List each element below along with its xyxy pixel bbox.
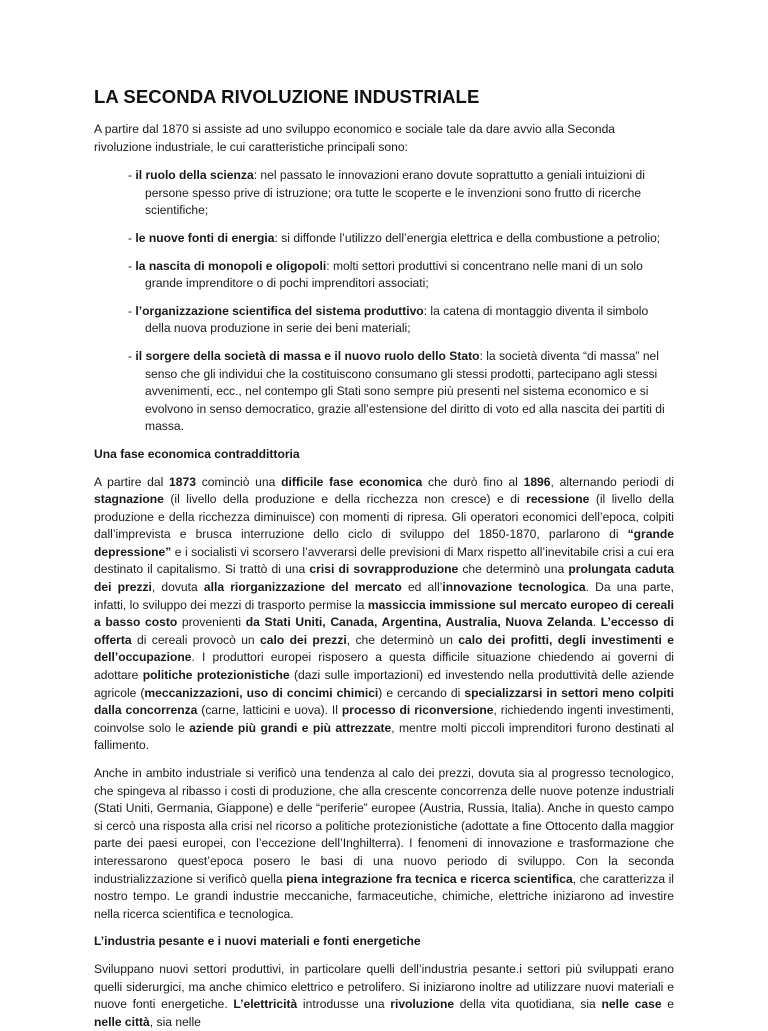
bold-phrase: politiche protezionistiche [142,668,290,683]
bold-phrase: aziende più grandi e più attrezzate [189,720,392,735]
text-run: ed all’ [401,580,443,595]
body-paragraph [94,765,674,923]
bold-phrase: “grande depressione” [94,527,674,559]
bold-phrase: crisi di sovrapproduzione [309,562,459,577]
bold-phrase: calo dei profitti, degli investimenti e dell’occupazione [94,632,674,665]
bold-phrase: nelle case [601,997,662,1012]
text-run: (carne, latticini e uova). Il [197,703,342,718]
text-run: , che caratterizza il nostro tempo. Le grandi industrie meccaniche, farmaceutiche, chimiche, elettriche iniziarono ad investire nella ricerca scientifica e tecnologica. [94,871,674,921]
text-run: Anche in ambito industriale si verificò una tendenza al calo dei prezzi, dovuta sia al progresso tecnologico, che spingeva al ribasso i costi di produzione, che alla crescente concorrenza delle nuove potenze industriali (Stati Uniti, Germania, Giappone) e delle “periferie” europee (Austria, Russia, Italia). Anche in questo campo si cercò una risposta alla crisi nel ricorso a politiche protezionistiche (adottate a fine Ottocento dalla maggior parte dei paesi europei, con l’eccezione dell’Inghilterra). I fenomeni di innovazione e trasformazione che interessarono quest’epoca posero le basi di una nuovo periodo di sviluppo. Con la seconda industrializzazione si verificò quella [94,766,674,886]
bold-phrase: difficile fase economica [281,474,423,489]
text-run: Sviluppano nuovi settori produttivi, in particolare quelli dell’industria pesante.i settori più sviluppati erano quelli siderurgici, ma anche chimico elettrico e petrolifero. Si iniziarono inoltre ad utilizzare nuovi materiali e nuove fonti energetiche. [94,961,674,1012]
bold-phrase: processo di riconversione [341,703,494,718]
bold-phrase: specializzarsi in settori meno colpiti dalla concorrenza [94,685,675,718]
bold-phrase: rivoluzione [390,997,455,1012]
list-item: - il sorgere della società di massa e il nuovo ruolo dello Stato: la società diventa “di massa” nel senso che gli individui che la costituiscono consumano gli stessi prodotti, partecipano agli stessi avvenimenti, ecc., nel contempo gli Stati sono sempre più presenti nel sistema economico e si evolvono in senso democratico, grazie all’estensione del diritto di voto ed alla nascita dei partiti di massa. [128,348,665,434]
text-run: , alternando periodi di [550,474,674,489]
body-paragraph [94,474,674,756]
bold-phrase: L’eccesso di offerta [94,615,674,647]
document-title: LA SECONDA RIVOLUZIONE INDUSTRIALE [94,86,480,107]
bold-phrase: meccanizzazioni, uso di concimi chimici [144,685,379,700]
text-run: (dazi sulle importazioni) ed investendo nella produttività delle aziende agricole ( [94,668,675,700]
text-run: e [661,997,675,1012]
list-item: - le nuove fonti di energia: si diffonde l’utilizzo dell’energia elettrica e della combustione a petrolio; [128,230,661,245]
list-item: - la nascita di monopoli e oligopoli: molti settori produttivi si concentrano nelle mani di un solo grande imprenditore o di pochi imprenditori associati; [128,258,643,291]
bold-phrase: calo dei prezzi [260,632,347,647]
text-run: . I produttori europei risposero a questa difficile situazione chiedendo ai governi di adottare [94,650,674,683]
text-run: di cereali provocò un [131,632,261,647]
bold-phrase: innovazione tecnologica [442,580,586,595]
text-run: ) e cercando di [378,685,465,700]
list-item: - l’organizzazione scientifica del sistema produttivo: la catena di montaggio diventa il simbolo della nuova produzione in serie dei beni materiali; [128,303,649,336]
text-run: , dovuta [151,580,204,595]
text-run: (il livello della produzione e della ricchezza diminuisce) con momenti di ripresa. Gli operatori economici dell’epoca, colpiti dall’imprevista e brusca interruzione dello ciclo di sviluppo del 1850-1870, parlarono di [94,492,674,542]
section-heading-heavy-industry: L’industria pesante e i nuovi materiali e fonti energetiche [94,934,421,949]
text-run: , sia nelle [149,1014,201,1029]
bold-phrase: recessione [526,492,590,507]
characteristics-list [94,167,674,436]
text-run: , che determinò un [346,632,459,647]
text-run: e i socialisti vi scorsero l’avverarsi delle previsioni di Marx rispetto all’inevitabile crisi a cui era destinato il capitalismo. Si trattò di una [94,544,674,577]
bold-phrase: massiccia immissione sul mercato europeo di cereali a basso costo [94,597,674,630]
body-paragraph [94,961,674,1031]
text-run: che durò fino al [422,474,524,489]
list-item: - il ruolo della scienza: nel passato le innovazioni erano dovute soprattutto a geniali intuizioni di persone spesso prive di istruzione; ora tutte le scoperte e le invenzioni sono frutto di ricerche scientifiche; [128,168,645,218]
bold-phrase: L’elettricità [233,997,298,1012]
text-run: (il livello della produzione e della ricchezza non cresce) e di [163,492,527,507]
bold-phrase: prolungata caduta dei prezzi [94,562,674,595]
document-page [94,86,674,1031]
text-run: , richiedendo ingenti investimenti, coinvolse solo le [94,703,674,735]
bold-phrase: da Stati Uniti, Canada, Argentina, Australia, Nuova Zelanda [245,615,593,630]
bold-phrase: stagnazione [94,492,164,507]
text-run: introdusse una [297,997,391,1012]
bold-phrase: 1896 [523,474,551,489]
text-run: , mentre molti piccoli imprenditori furono destinati al fallimento. [94,720,674,753]
bold-phrase: piena integrazione fra tecnica e ricerca scientifica [286,871,573,886]
text-run: A partire dal [94,474,170,489]
bold-phrase: nelle città [94,1014,150,1029]
section-heading-economic-phase: Una fase economica contraddittoria [94,446,300,461]
text-run: della vita quotidiana, sia [454,997,602,1012]
text-run: . [592,615,601,630]
text-run: cominciò una [195,474,282,489]
intro-paragraph: A partire dal 1870 si assiste ad uno sviluppo economico e sociale tale da dare avvio alla Seconda rivoluzione industriale, le cui caratteristiche principali sono: [94,122,616,154]
bold-phrase: alla riorganizzazione del mercato [203,580,402,595]
text-run: provenienti [177,615,246,630]
bold-phrase: 1873 [169,474,196,489]
text-run: . Da una parte, infatti, lo sviluppo dei mezzi di trasporto permise la [94,580,674,612]
text-run: che determinò una [458,562,569,577]
